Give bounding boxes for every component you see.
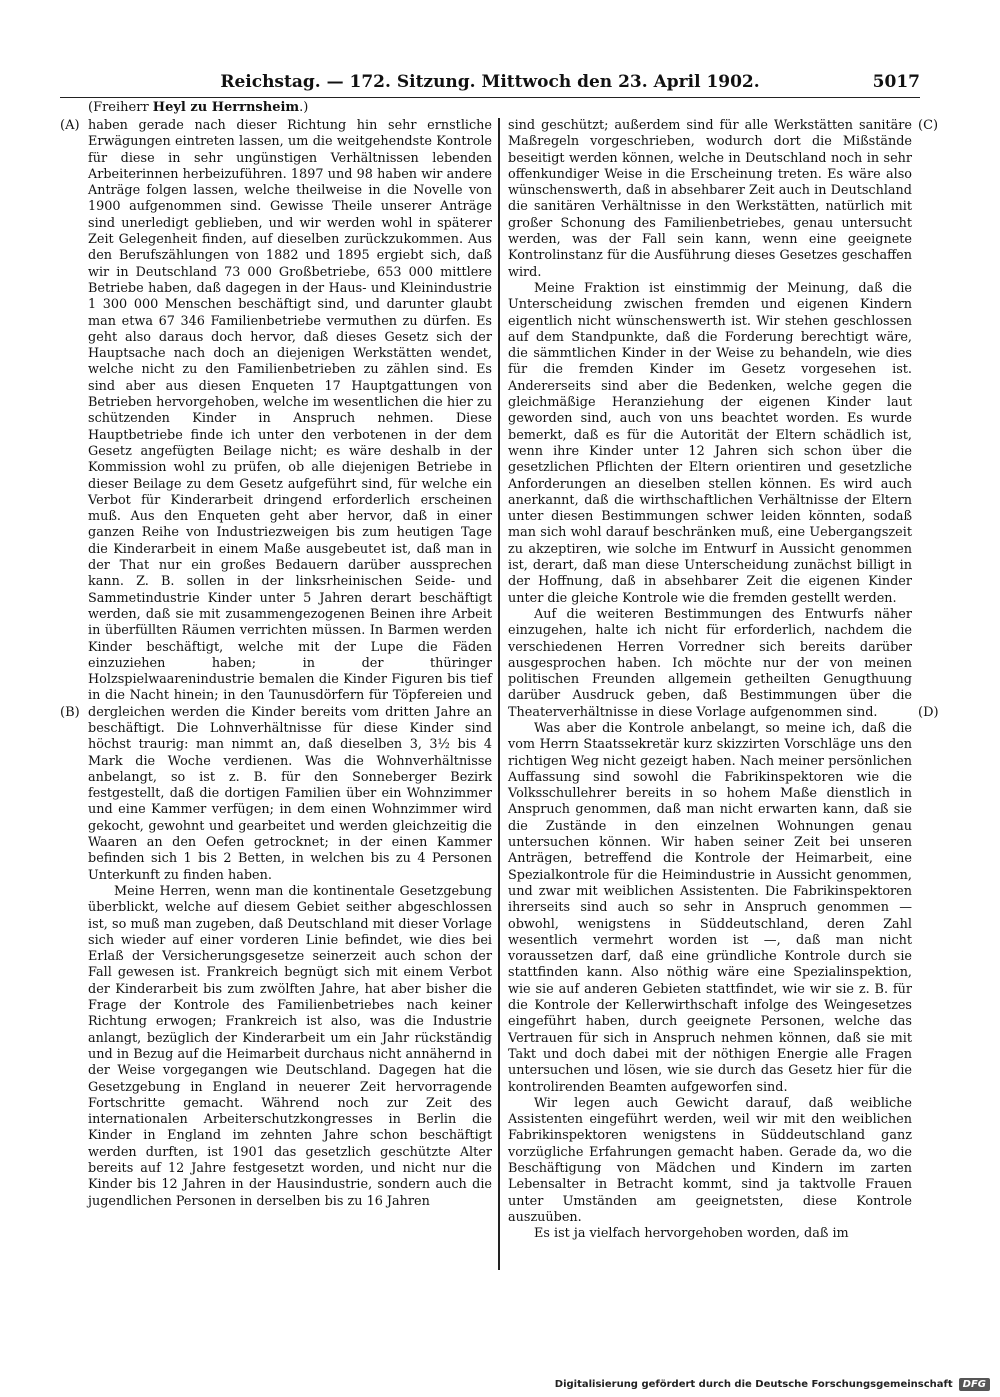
paragraph: haben gerade nach dieser Richtung hin sehr ernstliche Erwägungen eintreten lassen, um die weitgehendste Kontrole für diese in sehr ungünstigen Verhältnissen lebenden Arbeiterinnen herbeizuführen. 1897 und 98 haben wir andere Anträge folgen lassen, welche theilweise in die Novelle von 1900 aufgenommen sind. Gewisse Theile unserer Anträge sind unerledigt geblieben, und wir werden wohl in späterer Zeit Gelegenheit finden, auf dieselben zurückzukommen. Aus den Berufszählungen von 1882 und 1895 ergiebt sich, daß wir in Deutschland 73 000 Großbetriebe, 653 000 mittlere Betriebe haben, daß dagegen in der Haus- und Kleinindustrie 1 300 000 Menschen beschäftigt sind, und darunter glaubt man etwa 67 346 Familienbetriebe vermuthen zu dürfen. Es geht also daraus doch hervor, daß dieses Gesetz sich der Hauptsache nach doch an diejenigen Werkstätten wendet, welche nicht zu den Familienbetrieben zu zählen sind. Es sind aber aus diesen Enqueten 17 Hauptgattungen von Betrieben hervorgehoben, welche im wesentlichen die hier zu schützenden Kinder in Anspruch nehmen. Diese Hauptbetriebe finde ich unter den verbotenen in der dem Gesetz angefügten Beilage nicht; es wäre deshalb in der Kommission wohl zu prüfen, ob alle diejenigen Betriebe in dieser Beilage zu dem Gesetz aufgeführt sind, für welche ein Verbot für Kinderarbeit dringend erforderlich erscheinen muß. Aus den Enqueten geht aber hervor, daß in einer ganzen Reihe von Industriezweigen bis zum heutigen Tage die Kinderarbeit in einem Maße ausgebeutet ist, daß man in der That nur ein großes Bedauern darüber aussprechen kann. Z. B. sollen in der linksrheinischen Seide- und Sammetindustrie Kinder unter 5 Jahren derart beschäftigt werden, daß sie mit zusammengezogenen Beinen ihre Arbeit in überfüllten Räumen verrichten müssen. In Barmen werden Kinder beschäftigt, welche mit der Lupe die Fäden einzuziehen haben; in der thüringer Holzspielwaarenindustrie bemalen die Kinder Figuren bis tief in die Nacht hinein; in den Taunusdörfern für Töpfereien und dergleichen werden die Kinder bereits vom dritten Jahre an beschäftigt. Die Lohnverhältnisse für diese Kinder sind höchst traurig: man nimmt an, daß dieselben 3, 3½ bis 4 Mark die Woche verdienen. Was die Wohnverhältnisse anbelangt, so ist z. B. für den Sonneberger Bezirk festgestellt, daß die dortigen Familien über ein Wohnzimmer und eine Kammer verfügen; in dem einen Wohnzimmer wird gekocht, gewohnt und gearbeitet und werden gleichzeitig die Waaren an den Oefen getrocknet; in der einen Kammer befinden sich 1 bis 2 Betten, in welchen bis zu 4 Personen Unterkunft zu finden haben. [88, 118, 492, 883]
speaker-line [88, 100, 308, 115]
header-rule [60, 97, 920, 98]
paragraph: Meine Herren, wenn man die kontinentale Gesetzgebung überblickt, welche auf diesem Gebiet seither abgeschlossen ist, so muß man zugeben, daß Deutschland mit dieser Vorlage sich wieder auf einer vorderen Linie befindet, wie dies bei Erlaß der Versicherungsgesetze seinerzeit auch schon der Fall gewesen ist. Frankreich begnügt sich mit einem Verbot der Kinderarbeit bis zum zwölften Jahre, hat aber bisher die Frage der Kontrole des Familienbetriebes nach keiner Richtung erwogen; Frankreich ist also, was die Industrie anlangt, bezüglich der Kinderarbeit um ein Jahr rückständig und in Bezug auf die Heimarbeit durchaus nicht annähernd in der Weise vorgegangen wie Deutschland. Dagegen hat die Gesetzgebung in England in neuerer Zeit hervorragende Fortschritte gemacht. Während noch zur Zeit des internationalen Arbeiterschutzkongresses in Berlin die Kinder in England im zehnten Jahre schon beschäftigt werden durften, ist 1901 das gesetzlich geschützte Alter bereits auf 12 Jahre festgesetzt worden, und nicht nur die Kinder bis 12 Jahren in der Hausindustrie, sondern auch die jugendlichen Personen in derselben bis zu 16 Jahren [88, 883, 492, 1209]
margin-marker-d: (D) [918, 705, 939, 720]
credit-text: Digitalisierung gefördert durch die Deutsche Forschungsgemeinschaft [554, 1379, 953, 1390]
paragraph: sind geschützt; außerdem sind für alle Werkstätten sanitäre Maßregeln vorgeschrieben, wodurch dort die Mißstände beseitigt werden können, welche in Deutschland noch in sehr offenkundiger Weise in die Erscheinung treten. Es wäre also wünschenswerth, daß in absehbarer Zeit auch in Deutschland die sanitären Verhältnisse in den Werkstätten, natürlich mit großer Schonung des Familienbetriebes, genau untersucht werden, was der Fall sein kann, wenn eine geeignete Kontrolinstanz für die Ausführung dieses Gesetzes geschaffen wird. [508, 118, 912, 280]
speaker-name: Heyl zu Herrnsheim [152, 100, 300, 115]
speaker-prefix: (Freiherr [88, 100, 149, 115]
column-divider [498, 118, 500, 1270]
dfg-logo: DFG [959, 1378, 990, 1391]
margin-marker-b: (B) [60, 705, 80, 720]
running-title: Reichstag. — 172. Sitzung. Mittwoch den 23. April 1902. [220, 72, 760, 92]
left-column [88, 118, 492, 1210]
margin-marker-a: (A) [60, 118, 80, 133]
paragraph: Was aber die Kontrole anbelangt, so meine ich, daß die vom Herrn Staatssekretär kurz skizzirten Vorschläge uns den richtigen Weg nicht gezeigt haben. Nach meiner persönlichen Auffassung sind sowohl die Fabrikinspektoren wie die Volksschullehrer bereits in so hohem Maße dienstlich in Anspruch genommen, daß man nicht erwarten kann, daß sie die Zustände in den einzelnen Wohnungen genau untersuchen können. Wir haben seiner Zeit bei unseren Anträgen, betreffend die Kontrole der Heimarbeit, eine Spezialkontrole für die Heimindustrie in Aussicht genommen, und zwar mit weiblichen Assistenten. Die Fabrikinspektoren ihrerseits sind auch so sehr in Anspruch genommen — obwohl, wenigstens in Süddeutschland, deren Zahl wesentlich vermehrt worden ist —, daß man nicht voraussetzen darf, daß eine gründliche Kontrole durch sie stattfinden kann. Also nöthig wäre eine Spezialinspektion, wie sie auf anderen Gebieten stattfindet, wie wir sie z. B. für die Kontrole der Kellerwirthschaft infolge des Weingesetzes eingeführt haben, durch geeignete Personen, welche das Vertrauen für sich in Anspruch nehmen können, daß sie mit Takt und doch dabei mit der nöthigen Energie alle Fragen untersuchen und lösen, wie sie durch das Gesetz hier für die kontrolirenden Beamten aufgeworfen sind. [508, 720, 912, 1095]
right-column [508, 118, 912, 1242]
paragraph: Es ist ja vielfach hervorgehoben worden, daß im [534, 1226, 849, 1242]
margin-marker-c: (C) [918, 118, 939, 133]
page-number: 5017 [872, 72, 920, 92]
paragraph: Meine Fraktion ist einstimmig der Meinung, daß die Unterscheidung zwischen fremden und eigenen Kindern eigentlich nicht wünschenswerth ist. Wir stehen geschlossen auf dem Standpunkte, daß die Forderung berechtigt wäre, die sämmtlichen Kinder in der Weise zu behandeln, wie dies für die fremden Kinder im Gesetz vorgesehen ist. Andererseits sind aber die Bedenken, welche gegen die gleichmäßige Heranziehung der eigenen Kinder laut geworden sind, auch von uns beachtet worden. Es wurde bemerkt, daß es für die Autorität der Eltern schädlich ist, wenn ihre Kinder unter 12 Jahren sich schon über die gesetzlichen Pflichten der Eltern orientiren und gesetzliche Anforderungen an dieselben stellen können. Es wird auch anerkannt, daß die wirthschaftlichen Verhältnisse der Eltern unter diesen Bestimmungen schwer leiden könnten, sodaß man sich wohl darauf beschränken muß, eine Uebergangszeit zu akzeptiren, wie solche im Entwurf in Aussicht genommen ist, derart, daß man diese Unterscheidung zunächst billigt in der Hoffnung, daß in absehbarer Zeit die eigenen Kinder unter die gleiche Kontrole wie die fremden gestellt werden. [508, 280, 912, 606]
paragraph: Auf die weiteren Bestimmungen des Entwurfs näher einzugehen, halte ich nicht für erforderlich, nachdem die verschiedenen Herren Vorredner sich bereits darüber ausgesprochen haben. Ich möchte nur der von meinen politischen Freunden allgemein getheilten Genugthuung darüber Ausdruck geben, daß Bestimmungen über die Theaterverhältnisse in diese Vorlage aufgenommen sind. [508, 606, 912, 720]
speaker-suffix: .) [299, 100, 309, 115]
paragraph: Wir legen auch Gewicht darauf, daß weibliche Assistenten eingeführt werden, weil wir mit den weiblichen Fabrikinspektoren wenigstens in Süddeutschland ganz vorzügliche Erfahrungen gemacht haben. Gerade da, wo die Beschäftigung von Mädchen und Kindern im zarten Lebensalter in Betracht kommt, sind ja taktvolle Frauen unter Umständen am geeignetsten, diese Kontrole auszuüben. [508, 1095, 912, 1225]
digitization-credit [555, 1378, 990, 1391]
page-header [60, 72, 920, 96]
